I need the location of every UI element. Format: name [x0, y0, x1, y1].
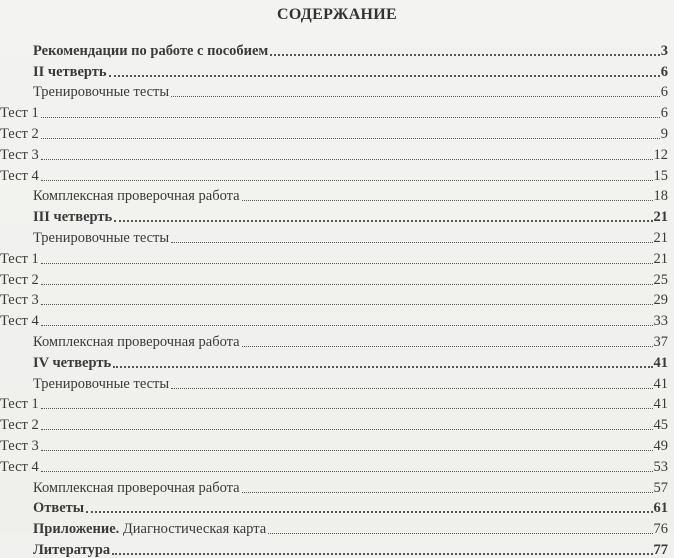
toc-entry-page-number: 77 [653, 541, 668, 558]
toc-entry-label: Тест 3 [0, 437, 39, 454]
dot-leader [268, 533, 652, 534]
toc-entry [0, 329, 668, 350]
toc-entry-page-number: 41 [653, 354, 668, 371]
toc-entry-label: IV четверть [33, 354, 112, 371]
toc-entry-label: Тест 4 [0, 167, 39, 184]
toc-entry [0, 225, 668, 246]
dot-leader [41, 117, 660, 118]
toc-entry [0, 433, 668, 454]
toc-entry-label: Тест 1 [0, 396, 39, 413]
toc-entry-label: Комплексная проверочная работа [33, 479, 240, 496]
toc-entry [0, 142, 668, 163]
toc-entry [0, 38, 668, 59]
toc-entry-page-number: 21 [653, 229, 668, 246]
toc-entry [0, 184, 668, 205]
toc-entry [0, 100, 668, 121]
toc-entry [0, 288, 668, 309]
toc-entry-page-number: 33 [653, 313, 668, 330]
dot-leader [270, 54, 659, 56]
toc-entry-label: Тест 4 [0, 313, 39, 330]
toc-entry-page-number: 53 [653, 458, 668, 475]
toc-entry-page-number: 61 [653, 500, 668, 517]
dot-leader [242, 492, 653, 493]
toc-entry [0, 516, 668, 537]
toc-entry-label: Рекомендации по работе с пособием [33, 42, 269, 59]
toc-entry-page-number: 41 [653, 375, 668, 392]
dot-leader [171, 96, 660, 97]
toc-entry-label: Тест 2 [0, 271, 39, 288]
toc-entry-page-number: 12 [653, 146, 668, 163]
dot-leader [41, 304, 653, 305]
toc-entry-page-number: 6 [660, 63, 668, 80]
toc-entry-page-number: 6 [660, 105, 668, 122]
toc-entry-label: III четверть [33, 209, 113, 226]
toc-entry [0, 163, 668, 184]
toc-entry [0, 59, 668, 80]
toc-entry-page-number: 21 [653, 250, 668, 267]
toc-entry-label: Тест 2 [0, 417, 39, 434]
table-of-contents [0, 38, 668, 558]
dot-leader [41, 429, 653, 430]
dot-leader [113, 366, 652, 368]
toc-entry-label: Тренировочные тесты [33, 84, 170, 101]
toc-entry-page-number: 49 [653, 437, 668, 454]
dot-leader [41, 263, 653, 264]
toc-entry [0, 392, 668, 413]
dot-leader [114, 220, 652, 222]
dot-leader [41, 325, 653, 326]
toc-entry [0, 475, 668, 496]
toc-entry-page-number: 37 [653, 333, 668, 350]
toc-entry-label: II четверть [33, 63, 107, 80]
toc-entry-page-number: 21 [653, 209, 668, 226]
dot-leader [41, 138, 660, 139]
toc-entry-label: Комплексная проверочная работа [33, 333, 240, 350]
toc-entry-label: Тест 2 [0, 125, 39, 142]
dot-leader [109, 75, 660, 77]
toc-entry [0, 537, 668, 558]
toc-entry [0, 121, 668, 142]
toc-entry-label: Тест 1 [0, 250, 39, 267]
dot-leader [171, 388, 652, 389]
dot-leader [242, 346, 653, 347]
toc-entry [0, 454, 668, 475]
toc-entry-page-number: 45 [653, 417, 668, 434]
toc-entry-label: Тест 1 [0, 105, 39, 122]
toc-entry-label: Тест 3 [0, 292, 39, 309]
toc-entry [0, 204, 668, 225]
toc-entry [0, 267, 668, 288]
toc-entry-label: Тренировочные тесты [33, 375, 170, 392]
dot-leader [171, 242, 652, 243]
toc-entry-label-bold: Приложение. [33, 521, 120, 538]
toc-entry [0, 308, 668, 329]
toc-entry-page-number: 29 [653, 292, 668, 309]
toc-entry-page-number: 25 [653, 271, 668, 288]
toc-entry [0, 496, 668, 517]
dot-leader [41, 284, 653, 285]
dot-leader [41, 180, 653, 181]
toc-entry-page-number: 9 [660, 125, 668, 142]
dot-leader [41, 159, 653, 160]
toc-entry [0, 246, 668, 267]
toc-entry-label: Литература [33, 541, 111, 558]
toc-entry-label: Комплексная проверочная работа [33, 188, 240, 205]
toc-entry-page-number: 6 [660, 84, 668, 101]
toc-entry-label: Тренировочные тесты [33, 229, 170, 246]
dot-leader [41, 450, 653, 451]
toc-entry-page-number: 76 [653, 521, 668, 538]
toc-entry-page-number: 41 [653, 396, 668, 413]
toc-entry-page-number: 57 [653, 479, 668, 496]
toc-entry-label-rest: Диагностическая карта [119, 521, 267, 538]
dot-leader [41, 471, 653, 472]
dot-leader [86, 511, 652, 513]
dot-leader [41, 408, 653, 409]
toc-entry-page-number: 18 [653, 188, 668, 205]
toc-entry [0, 371, 668, 392]
toc-entry [0, 412, 668, 433]
toc-entry-label: Тест 4 [0, 458, 39, 475]
toc-entry-label: Ответы [33, 500, 85, 517]
dot-leader [112, 553, 652, 555]
toc-entry [0, 80, 668, 101]
toc-entry [0, 350, 668, 371]
dot-leader [242, 200, 653, 201]
toc-entry-page-number: 15 [653, 167, 668, 184]
page-title: СОДЕРЖАНИЕ [276, 6, 398, 23]
toc-entry-label: Тест 3 [0, 146, 39, 163]
toc-entry-page-number: 3 [660, 42, 668, 59]
